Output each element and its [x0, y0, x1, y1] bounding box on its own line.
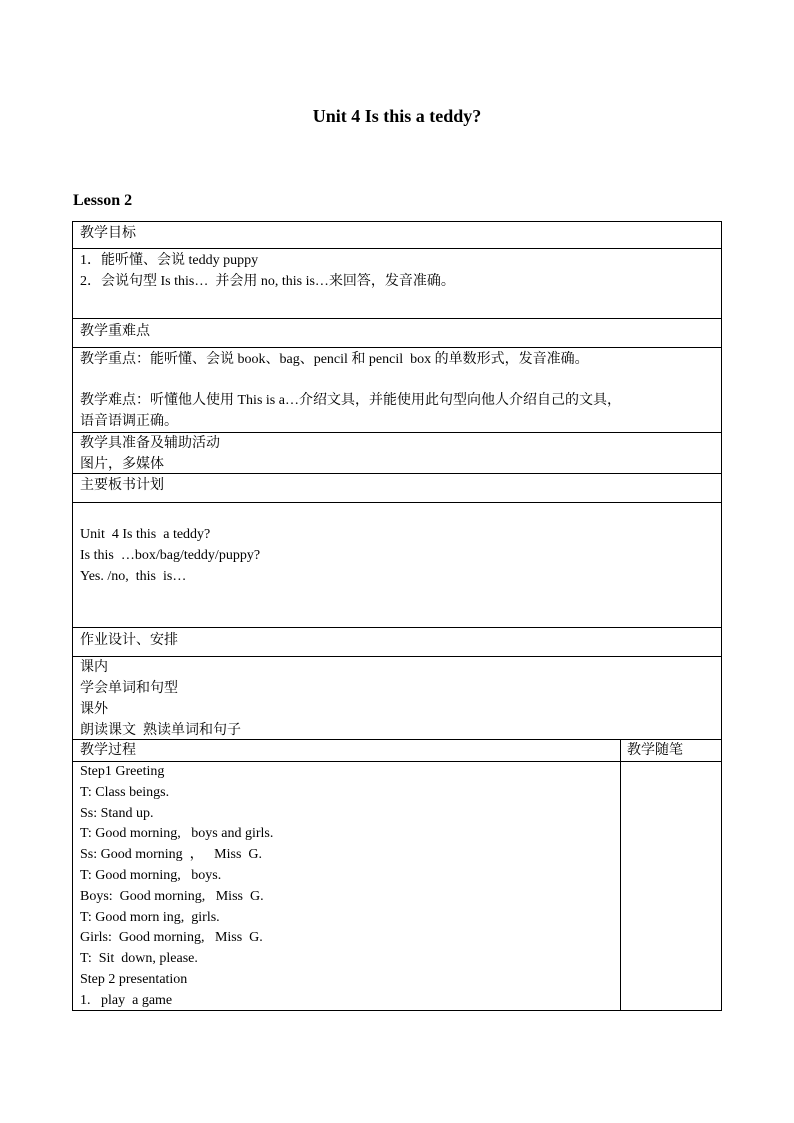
process-line: Step1 Greeting	[80, 764, 165, 779]
key-point-line: 教学难点：听懂他人使用 This is a…介绍文具，并能使用此句型向他人介绍自己的文具，	[80, 393, 621, 408]
homework-line: 朗读课文 熟读单词和句子	[80, 723, 241, 738]
homework-header: 作业设计、安排	[80, 633, 178, 648]
homework-header-row	[73, 628, 721, 657]
process-line: T: Class beings.	[80, 784, 170, 800]
objective-line: 1．能听懂、会说 teddy puppy	[80, 253, 259, 268]
key-point-line: 语音语调正确。	[80, 414, 178, 429]
materials-row	[73, 433, 721, 474]
process-line: Ss: Good morning ， Miss G.	[80, 847, 263, 863]
homework-line: 课外	[80, 702, 108, 717]
board-line: Yes. /no, this is…	[80, 569, 187, 584]
objectives-row	[73, 249, 721, 319]
homework-row	[73, 657, 721, 740]
process-line: 1. play a game	[80, 992, 173, 1008]
process-column	[73, 740, 621, 1010]
process-line: T: Sit down, please.	[80, 951, 198, 967]
board-row	[73, 503, 721, 628]
objectives-header-row	[73, 222, 721, 249]
board-header-row	[73, 474, 721, 503]
process-line: T: Good morn ing, girls.	[80, 909, 220, 925]
board-header: 主要板书计划	[80, 478, 164, 493]
process-body	[73, 762, 620, 1010]
objectives-header: 教学目标	[80, 226, 136, 241]
lesson-heading: Lesson 2	[73, 192, 133, 209]
blank-line	[80, 370, 721, 390]
board-line: Is this …box/bag/teddy/puppy?	[80, 548, 261, 563]
key-points-row	[73, 348, 721, 433]
homework-line: 学会单词和句型	[80, 681, 178, 696]
process-row	[73, 740, 721, 1010]
process-line: T: Good morning, boys.	[80, 867, 222, 883]
materials-text: 图片，多媒体	[80, 457, 164, 472]
process-line: Ss: Stand up.	[80, 805, 154, 821]
key-points-header-row	[73, 319, 721, 348]
homework-line: 课内	[80, 660, 108, 675]
process-line: Step 2 presentation	[80, 971, 188, 987]
objective-line: 2．会说句型 Is this… 并会用 no, this is…来回答，发音准确。	[80, 274, 455, 289]
lesson-plan-table	[72, 221, 722, 1011]
document-title: Unit 4 Is this a teddy?	[312, 106, 482, 126]
process-line: T: Good morning, boys and girls.	[80, 826, 274, 842]
board-line: Unit 4 Is this a teddy?	[80, 527, 211, 542]
process-line: Girls: Good morning, Miss G.	[80, 930, 263, 946]
process-header: 教学过程	[73, 740, 620, 762]
key-points-header: 教学重难点	[80, 324, 150, 339]
process-line: Boys: Good morning, Miss G.	[80, 888, 264, 904]
notes-header: 教学随笔	[621, 740, 721, 762]
key-point-line: 教学重点：能听懂、会说 book、bag、pencil 和 pencil box 的单数形式，发音准确。	[80, 352, 589, 367]
materials-header: 教学具准备及辅助活动	[80, 436, 220, 451]
